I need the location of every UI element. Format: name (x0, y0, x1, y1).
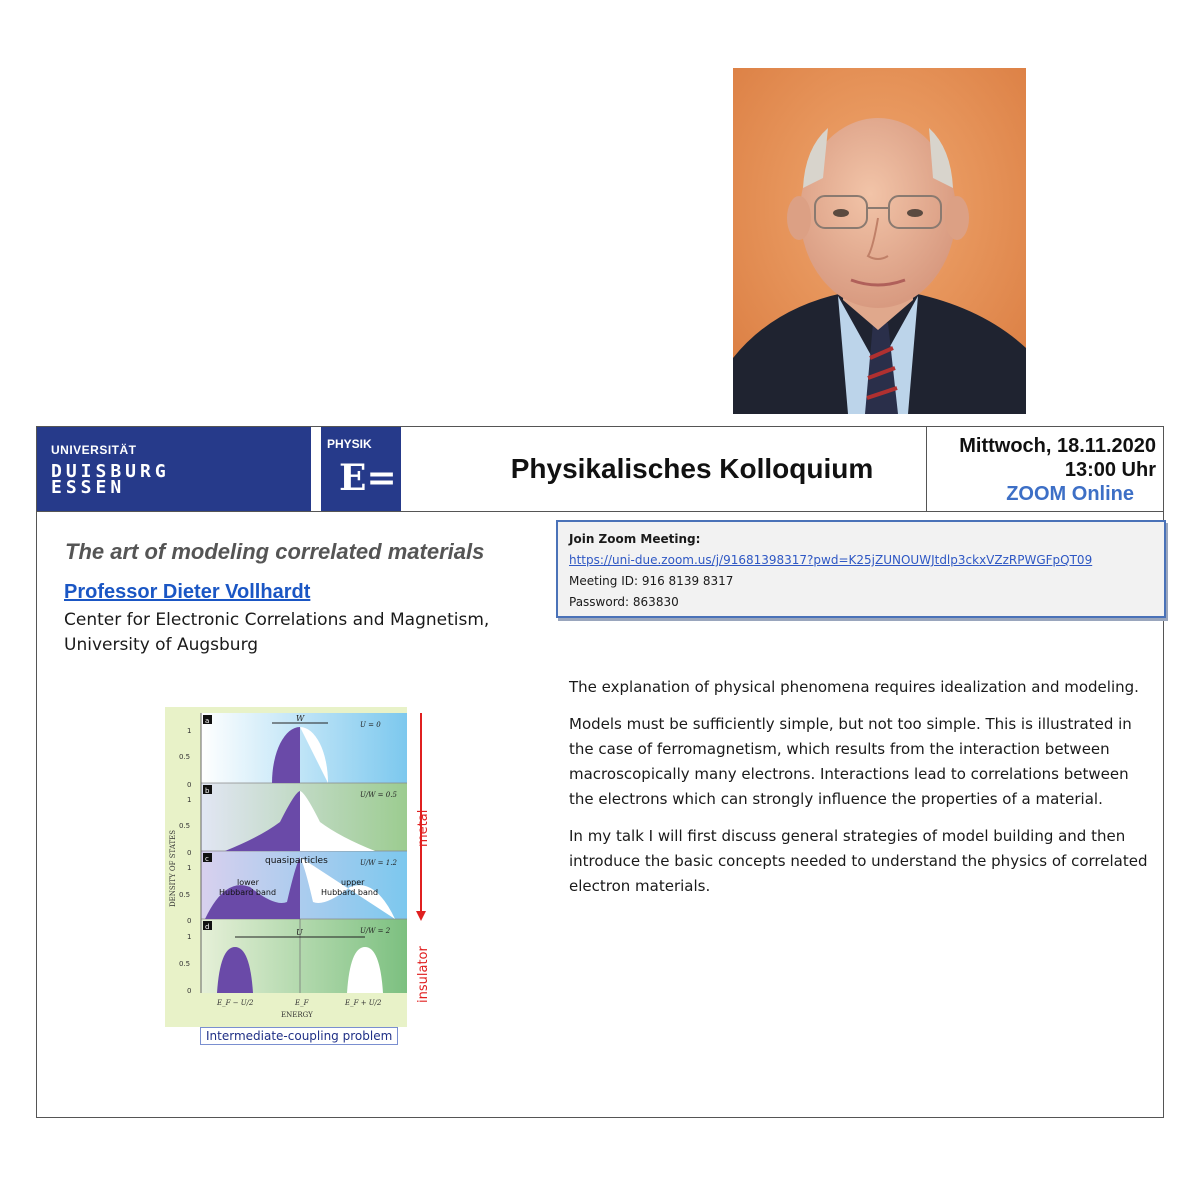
y-tick-b-0: 0 (187, 849, 192, 857)
zoom-heading: Join Zoom Meeting: (569, 532, 701, 546)
quasiparticles-label: quasiparticles (265, 856, 328, 866)
poster-header (37, 427, 1163, 512)
panel-label-a: U = 0 (360, 721, 381, 729)
upper-band-label-2: Hubbard band (321, 888, 379, 897)
zoom-password: Password: 863830 (569, 595, 679, 609)
x-tick-lower: E_F − U/2 (217, 999, 254, 1007)
abstract (569, 675, 1149, 911)
date-block (926, 427, 1164, 511)
panel-label-b: U/W = 0.5 (360, 791, 397, 799)
y-tick-c-1: 1 (187, 864, 192, 872)
zoom-meeting-id: Meeting ID: 916 8139 8317 (569, 574, 734, 588)
talk-title: The art of modeling correlated materials (65, 539, 485, 564)
y-tick-d-1: 1 (187, 933, 192, 941)
x-tick-upper: E_F + U/2 (345, 999, 382, 1007)
panel-letter-d: d (205, 923, 210, 931)
y-tick-c-05: 0.5 (179, 891, 191, 899)
y-tick-c-0: 0 (187, 917, 192, 925)
x-tick-ef: E_F (295, 999, 309, 1007)
y-tick-b-05: 0.5 (179, 822, 191, 830)
panel-letter-a: a (205, 717, 210, 725)
uni-name-line2: ESSEN (51, 477, 126, 498)
speaker-affiliation: Center for Electronic Correlations and Magnetism, University of Augsburg (64, 610, 490, 655)
lower-band-label-1: lower (237, 878, 259, 887)
insulator-label: insulator (416, 946, 431, 1003)
y-tick-b-1: 1 (187, 796, 192, 804)
hubbard-figure (165, 707, 435, 1047)
abstract-paragraph-2: Models must be sufficiently simple, but not too simple. This is illustrated in the case of ferromagnetism, which results from the interaction between macroscopically many electrons. Interactions lead to correlations between the electrons which can strongly influence the properties of a material. (569, 715, 1132, 808)
university-logo (37, 427, 311, 511)
panel-label-c: U/W = 1.2 (360, 859, 397, 867)
panel-label-d: U/W = 2 (360, 927, 391, 935)
physik-label: PHYSIK (327, 437, 372, 451)
zoom-info-box (556, 520, 1166, 618)
physik-mark: E= (339, 457, 397, 499)
figure-caption: Intermediate-coupling problem (200, 1027, 398, 1045)
physik-logo (321, 427, 401, 511)
y-tick-a-05: 0.5 (179, 753, 191, 761)
event-date: Mittwoch, 18.11.2020 (959, 435, 1156, 457)
y-tick-a-0: 0 (187, 781, 192, 789)
zoom-link[interactable]: https://uni-due.zoom.us/j/91681398317?pwd=K25jZUNOUWJtdlp3ckxVZzRPWGFpQT09 (569, 553, 1093, 567)
event-venue: ZOOM Online (1006, 483, 1134, 505)
uni-small-label: UNIVERSITÄT (51, 443, 137, 457)
poster-frame (36, 426, 1164, 1118)
abstract-paragraph-3: In my talk I will first discuss general strategies of model building and then introduce the basic concepts needed to understand the physics of correlated electron materials. (569, 827, 1148, 895)
page-title: Physikalisches Kolloquium (510, 453, 874, 484)
w-label: W (296, 714, 305, 723)
y-axis-label: DENSITY OF STATES (169, 829, 177, 907)
y-tick-a-1: 1 (187, 727, 192, 735)
metal-label: metal (416, 809, 431, 847)
panel-letter-c: c (205, 855, 209, 863)
speaker-photo (733, 68, 1026, 414)
abstract-paragraph-1: The explanation of physical phenomena requires idealization and modeling. (569, 678, 1139, 696)
panel-letter-b: b (205, 787, 210, 795)
uni-name-line1: DUISBURG (51, 461, 170, 482)
event-time: 13:00 Uhr (1064, 459, 1156, 481)
speaker-link[interactable]: Professor Dieter Vollhardt (64, 581, 311, 603)
y-tick-d-05: 0.5 (179, 960, 191, 968)
x-axis-label: ENERGY (281, 1011, 313, 1019)
lower-band-label-2: Hubbard band (219, 888, 277, 897)
upper-band-label-1: upper (341, 878, 365, 887)
y-tick-d-0: 0 (187, 987, 192, 995)
u-label: U (296, 928, 303, 937)
